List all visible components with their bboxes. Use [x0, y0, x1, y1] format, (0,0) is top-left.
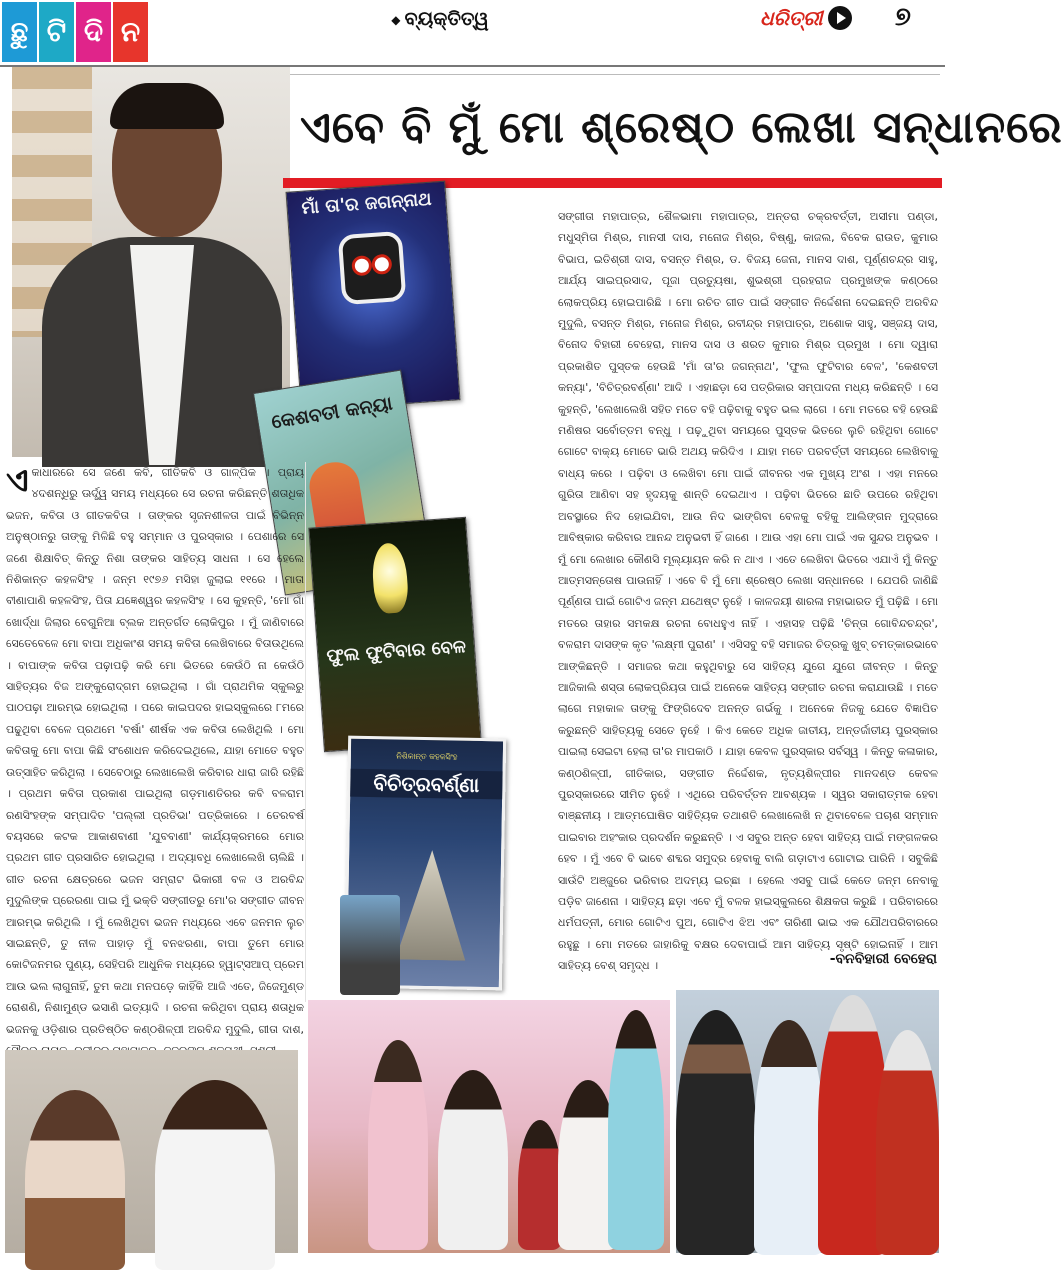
brand-char: ଛୁ — [2, 2, 37, 62]
book-author: ନିଶିକାନ୍ତ କହଳସିଂହ — [396, 751, 458, 762]
page-header — [0, 0, 945, 64]
section-title: ◆ ବ୍ୟକ୍ତିତ୍ୱ — [360, 8, 520, 30]
inset-photo — [340, 895, 400, 995]
person-figure — [368, 1040, 428, 1250]
paper-name: ଧରିତ୍ରୀ — [760, 6, 823, 30]
person-figure — [754, 1020, 824, 1255]
column-text: ସଙ୍ଗୀତା ମହାପାତ୍ର, ଶୈଳଭାମା ମହାପାତ୍ର, ଅନ୍ତରା ଚକ୍ରବର୍ତ୍ତୀ, ଅସୀମା ପଣ୍ଡା, ମଧୁସ୍ମିତା ମିଶ୍ର, ମାନସୀ ଦାସ, ମନୋଜ ମିଶ୍ର, ବିଷ୍ଣୁ, କାଜଲ, ବିବେକ ରାଉତ, କୁମାର ବିଭାପ, ଇତିଶ୍ରୀ ଦାସ, ବସନ୍ତ ମିଶ୍ର, ଡ. ବିଜୟ ଜେନା, ମାନସ ଦାଶ, ପୂର୍ଣ୍ଣଚନ୍ଦ୍ର ସାହୁ, ଆର୍ଯ୍ୟ ସାଇପ୍ରସାଦ, ପୂଜା ପ୍ରତ୍ୟୁଷା, ଶୁଭଶ୍ରୀ ପ୍ରହରାଜ ପ୍ରମୁଖଙ୍କ କଣ୍ଠରେ ଲୋକପ୍ରିୟ ହୋଇପାରିଛି । ମୋ ରଚିତ ଗୀତ ପାଇଁ ସଙ୍ଗୀତ ନିର୍ଦ୍ଦେଶନା ଦେଇଛନ୍ତି ଅରବିନ୍ଦ ମୁଦୁଲି, ବସନ୍ତ ମିଶ୍ର, ମନୋଜ ମିଶ୍ର, ରବୀନ୍ଦ୍ର ମହାପାତ୍ର, ଅଶୋକ ସାହୁ, ସଞ୍ଜୟ ଦାସ, ବିନୋଦ ବିହାରୀ ବେହେରା, ମାନସ ଦାସ ଓ ଶରତ କୁମାର ମିଶ୍ର ପ୍ରମୁଖ । ମୋ ଦ୍ୱାରା ପ୍ରକାଶିତ ପୁସ୍ତକ ହେଉଛି 'ମାଁ ତା'ର ଜଗନ୍ନାଥ', 'ଫୁଲ ଫୁଟିବାର ବେଳ', 'କେଶବତୀ କନ୍ୟା', 'ବିଚିତ୍ରବର୍ଣ୍ଣା' ଆଦି । ଏହାଛଡ଼ା ସେ ପତ୍ରିକାର ସମ୍ପାଦନା ମଧ୍ୟ କରିଛନ୍ତି । ସେ କୁହନ୍ତି, 'ଲେଖାଲେଖି ସହିତ ମତେ ବହି ପଢ଼ିବାକୁ ବହୁତ ଭଲ ଲାଗେ । ମୋ ମତରେ ବହି ହେଉଛି ମଣିଷର ସର୍ବୋତ୍ତମ ବନ୍ଧୁ । ପଢ଼ୁଥିବା ସମୟରେ ପୁସ୍ତକ ଭିତରେ ଲୁଚି ରହିଥିବା ଗୋଟେ ଗୋଟେ ବାକ୍ୟ ମୋତେ ଭାରି ଅଥୟ କରିଦିଏ । ଯାହା ମତେ ପରବର୍ତ୍ତୀ ସମୟରେ ଲେଖିବାକୁ ବାଧ୍ୟ କରେ । ପଢ଼ିବା ଓ ଲେଖିବା ମୋ ପାଇଁ ଜୀବନର ଏକ ମୁଖ୍ୟ ଅଂଶ । ଏହା ମନରେ ଗୁରିତା ଆଣିବା ସହ ହୃଦୟକୁ ଶାନ୍ତି ଦେଇଥାଏ । ପଢ଼ିବା ଭିତରେ ଛାତି ଉପରେ ରହିଥିବା ଅବସ୍ଥାରେ ନିଦ ହୋଇଯିବା, ଆଉ ନିଦ ଭାଙ୍ଗିବା ବେଳକୁ ବହିକୁ ଆଲିଙ୍ଗନ ମୁଦ୍ରାରେ ଆବିଷ୍କାର କରିବାର ଆନନ୍ଦ ଅନୁଭବୀ ହିଁ ଜାଣେ । ଆଉ ଏହା ମୋ ପାଇଁ ଏକ ସୁନ୍ଦର ଅନୁଭବ । ମୁଁ ମୋ ଲେଖାର କୌଣସି ମୂଲ୍ୟାୟନ କରି ନ ଥାଏ । ଏତେ ଲେଖିବା ଭିତରେ ଏଯାଏଁ ମୁଁ କିନ୍ତୁ ଆତ୍ମସନ୍ତୋଷ ପାଉନାହିଁ । ଏବେ ବି ମୁଁ ମୋ ଶ୍ରେଷ୍ଠ ଲେଖା ସନ୍ଧାନରେ । ଯେପରି ଜାଣିଛି ପୂର୍ଣ୍ଣତା ପାଇଁ ଗୋଟିଏ ଜନ୍ମ ଯଥେଷ୍ଟ ନୁହେଁ । କାଳଜୟୀ ଶାରଳା ମହାଭାରତ ମୁଁ ପଢ଼ିଛି । ମୋ ମତରେ ତାହାର ସମକକ୍ଷ ରଚନା ବୋଧହୁଏ ନାହିଁ । ଏହାସହ ପଢ଼ିଛି 'ଚିନ୍ତା ଗୋବିନ୍ଦଚନ୍ଦ୍ର', ବଳରାମ ଦାସଙ୍କ କୃତ 'ଲକ୍ଷ୍ମୀ ପୁରାଣ' । ଏସିସବୁ ବହି ସମାଜର ଚିତ୍ରକୁ ଖୁବ୍ ଚମତ୍କାରଭାବେ ଆଙ୍କିଛନ୍ତି । ସମାଜର କଥା କହୁଥିବାରୁ ସେ ସାହିତ୍ୟ ଯୁଗେ ଯୁଗେ ଜୀବନ୍ତ । କିନ୍ତୁ ଆଜିକାଲି ଶସ୍ତା ଲୋକପ୍ରିୟତା ପାଇଁ ଅନେକେ ସାହିତ୍ୟ ସଙ୍ଗୀତ ରଚନା କରାଯାଉଛି । ମତେ ଲାଗେ ମହାକାଳ ତାଙ୍କୁ ଫିଙ୍ଗିଦେବ ଅନନ୍ତ ଗର୍ଭକୁ । ଅନେକେ ନିଜକୁ ଯେତେ ବିଜ୍ଞାପିତ କରୁଛନ୍ତି ସାହିତ୍ୟକୁ ସେତେ ନୁହେଁ । କିଏ କେତେ ଅଧିକ ଜାତୀୟ, ଅନ୍ତର୍ଜାତୀୟ ପୁରସ୍କାର ପାଇଲା ସେଇଟା ହେଲା ତା'ର ମାପକାଠି । ଯାହା କେବଳ ପୁରସ୍କାର ସର୍ବସ୍ୱ । କିନ୍ତୁ କଳାକାର, କଣ୍ଠଶିଳ୍ପୀ, ଗୀତିକାର, ସଙ୍ଗୀତ ନିର୍ଦ୍ଦେଶକ, ନୃତ୍ୟଶିଳ୍ପୀର ମାନଦଣ୍ଡ କେବଳ ପୁରସ୍କାରରେ ସୀମିତ ନୁହେଁ । ଏଥିରେ ପରିବର୍ତ୍ତନ ଆବଶ୍ୟକ । ସ୍ୱର ସକାରାତ୍ମକ ହେବା ବାଞ୍ଛନୀୟ । ଆତ୍ମଘୋଷିତ ସାହିତ୍ୟିକ ତଥାଶତି ଲେଖାଲେଖି ନ ଥିବାବେଳେ ପଚାଶ ସମ୍ମାନ ପାଇବାର ଅହଂକାର ପ୍ରଦର୍ଶନ କରୁଛନ୍ତି । ଏ ସବୁର ଅନ୍ତ ହେବା ସାହିତ୍ୟ ପାଇଁ ମଙ୍ଗଳକର ହେବ । ମୁଁ ଏବେ ବି ଭାବେ ଶବ୍ଦର ସମୁଦ୍ର ହେବାକୁ ବାଲି ଗଡ଼ାଟାଏ ଗୋଟାଇ ପାରିନି । ସବୁକିଛି ସାଉଁଟି ଅଞ୍ଜୁରେ ଭରିବାର ଅଦମ୍ୟ ଇଚ୍ଛା । ହେଲେ ଏସବୁ ପାଇଁ କେତେ ଜନ୍ମ ନେବାକୁ ପଡ଼ିବ ଜାଣେନା । ସାହିତ୍ୟ ଛଡ଼ା ଏବେ ମୁଁ ବଳକ ହାଇସ୍କୁଲରେ ଶିକ୍ଷକତା କରୁଛି । ପରିବାରରେ ଧର୍ମପତ୍ନୀ, ମୋର ଗୋଟିଏ ପୁଅ, ଗୋଟିଏ ଝିଅ ଏବଂ ତାରିଣୀ ଭାଇ ଏକ ଯୌଥପରିବାରରେ ରହୁଛୁ । ମୋ ମତରେ ଜାହାରିକୁ ବକ୍ଷର ଦେବାପାଇଁ ଆମ ସାହିତ୍ୟ ସୃଷ୍ଟି ହୋଇନାହିଁ । ଆମ ସାହିତ୍ୟ ବେଶ୍ ସମୃଦ୍ଧ । — [558, 210, 938, 973]
person-figure — [438, 1070, 508, 1250]
book-title: କେଶବତୀ କନ୍ୟା — [269, 392, 394, 434]
person-figure — [518, 1120, 562, 1250]
portrait-hair — [110, 83, 224, 129]
play-icon — [828, 6, 852, 30]
author-portrait — [12, 67, 290, 457]
person-figure — [608, 1010, 664, 1250]
person-figure — [876, 1030, 939, 1255]
family-photo-group — [308, 1000, 670, 1253]
article-byline: -ବନବିହାରୀ ବେହେରା — [829, 951, 937, 967]
person-figure — [155, 1080, 275, 1270]
brand-logo — [2, 2, 148, 62]
page-number: ୭ — [895, 2, 911, 32]
column-gutter — [305, 462, 306, 1002]
family-photo-mother — [5, 1050, 298, 1253]
book-title: ବିଚିତ୍ରବର୍ଣ୍ଣା — [350, 769, 502, 800]
article-column-left — [6, 462, 304, 1045]
headline-rule — [290, 74, 940, 75]
brand-char: ନ — [113, 2, 148, 62]
drop-cap: ଏ — [6, 461, 29, 499]
person-figure — [25, 1090, 125, 1270]
person-figure — [676, 1010, 756, 1255]
book-cover-phula-phutibara-bela — [308, 517, 481, 752]
brand-char: ଟି — [39, 2, 74, 62]
book-title: ଫୁଲ ଫୁଟିବାର ବେଳ — [325, 636, 467, 667]
award-ceremony-photo — [676, 990, 939, 1253]
flower-icon — [371, 542, 410, 614]
article-headline: ଏବେ ବି ମୁଁ ମୋ ଶ୍ରେଷ୍ଠ ଲେଖା ସନ୍ଧାନରେ — [300, 102, 1063, 153]
jagannath-icon — [338, 231, 407, 305]
paper-badge — [760, 4, 852, 32]
book-title: ମାଁ ତା'ର ଜଗନ୍ନାଥ — [300, 188, 433, 219]
temple-icon — [395, 850, 467, 961]
brand-char: ଦି — [76, 2, 111, 62]
column-text: କାଧାରରେ ସେ ଜଣେ କବି, ଗୀତିକବି ଓ ଗାଳ୍ପିକ । ପ୍ରାୟ ୪ଦଶନ୍ଧିରୁ ଊର୍ଦ୍ଧ୍ୱ ସମୟ ମଧ୍ୟରେ ସେ ରଚନା କରିଛନ୍ତି ଶତାଧିକ ଭଜନ, କବିତା ଓ ଗୀତକବିତା । ତାଙ୍କର ସୃଜନଶୀଳତା ପାଇଁ ବିଭିନ୍ନ ଅନୁଷ୍ଠାନରୁ ତାଙ୍କୁ ମିଳିଛି ବହୁ ସମ୍ମାନ ଓ ପୁରସ୍କାର । ପେଶାରେ ସେ ଜଣେ ଶିକ୍ଷାବିତ୍ କିନ୍ତୁ ନିଶା ତାଙ୍କର ସାହିତ୍ୟ ସାଧନା । ସେ ହେଲେ ନିଶିକାନ୍ତ କହଳସିଂହ । ଜନ୍ମ ୧୯୭୬ ମସିହା ଜୁଲାଇ ୧୧ରେ । ମାତା ବୀଣାପାଣି କହଳସିଂହ, ପିତା ଯଜ୍ଞେଶ୍ୱର କହଳସିଂହ । ସେ କୁହନ୍ତି, 'ମୋ ଗାଁ ଖୋର୍ଦ୍ଧା ଜିଲାର ବେଗୁନିଆ ବ୍ଲକ ଅନ୍ତର୍ଗତ ଲୋକିପୁର । ମୁଁ ଜାଣିବାରେ ସେତେବେଳେ ମୋ ବାପା ଅଧିକାଂଶ ସମୟ କବିତା ଲେଖିବାରେ ବିତାଉଥିଲେ । ବାପାଙ୍କ କବିତା ପଢ଼ାପଢ଼ି କରି ମୋ ଭିତରେ କେଉଁଠି ନା କେଉଁଠି ସାହିତ୍ୟର ବିଜ ଅଙ୍କୁରୋଦ୍‌ଗମ ହୋଇଥିଲା । ଗାଁ ପ୍ରାଥମିକ ସ୍କୁଲରୁ ପାଠପଢ଼ା ଆରମ୍ଭ ହୋଇଥିଲା । ପରେ କାଇପଦର ହାଇସ୍କୁଲରେ ୮ମରେ ପଢୁଥିବା ବେଳେ ପ୍ରଥମେ 'ବର୍ଷା' ଶୀର୍ଷକ ଏକ କବିତା ଲେଖିଥିଲି । ମୋ କବିତାକୁ ମୋ ବାପା କିଛି ସଂଶୋଧନ କରିଦେଇଥିଲେ, ଯାହା ମୋତେ ବହୁତ ଉତ୍ସାହିତ କରିଥିଲା । ସେବେଠାରୁ ଲେଖାଲେଖି କରିବାର ଧାରା ଜାରି ରହିଛି । ପ୍ରଥମ କବିତା ପ୍ରକାଶ ପାଇଥିଲା ଗଡ଼ମାଣତିରର କବି ବଳରାମ ରଣସିଂହଙ୍କ ସମ୍ପାଦିତ 'ପଲ୍ଲୀ ପ୍ରତିଭା' ପତ୍ରିକାରେ । ତେରବର୍ଷ ବୟସରେ କଟକ ଆକାଶବାଣୀ 'ଯୁବବାଣୀ' କାର୍ଯ୍ୟକ୍ରମରେ ମୋର ପ୍ରଥମ ଗୀତ ପ୍ରସାରିତ ହୋଇଥିଲା । ଅଦ୍ୟାବଧି ଲେଖାଲେଖି ଚାଲିଛି । ଗୀତ ରଚନା କ୍ଷେତ୍ରରେ ଭଜନ ସମ୍ରାଟ ଭିକାରୀ ବଳ ଓ ଅରବିନ୍ଦ ମୁଦୁଲିଙ୍କ ପ୍ରେରଣା ପାଇ ମୁଁ ଭକ୍ତି ସଙ୍ଗୀତରୁ ମୋ'ର ସଙ୍ଗୀତ ଜୀବନ ଆରମ୍ଭ କରିଥିଲି । ମୁଁ ଲେଖିଥିବା ଭଜନ ମଧ୍ୟରେ ଏବେ ଜନମନ ଲୁଚ ସାଇଛନ୍ତି, ତୁ ନୀଳ ପାହାଡ଼ ମୁଁ ବନଝରଣା, ବାପା ତୁମେ ମୋର କୋଟିଜନମର ପୁଣ୍ୟ, ସେହିପରି ଆଧୁନିକ ମଧ୍ୟରେ ହ୍ୱାଟ୍ସଆପ୍ ପ୍ରେମ ଆଉ ଭଲ ଲାଗୁନାହିଁ, ତୁମ କଥା ମନପଡ଼େ କାହିଁକି ଆଜି ଏତେ, ଜିଜେମୁଣ୍ଡ ରୋଶଣି, ନିଶାମୁଣ୍ଡ ଭସାଣି ଇତ୍ୟାଦି । ରଚନା କରିଥିବା ପ୍ରାୟ ଶତାଧିକ ଭଜନକୁ ଓଡ଼ିଶାର ପ୍ରତିଷ୍ଠିତ କଣ୍ଠଶିଳ୍ପୀ ଅରବିନ୍ଦ ମୁଦୁଲି, ଗୀତା ଦାଶ, — [6, 466, 304, 1036]
